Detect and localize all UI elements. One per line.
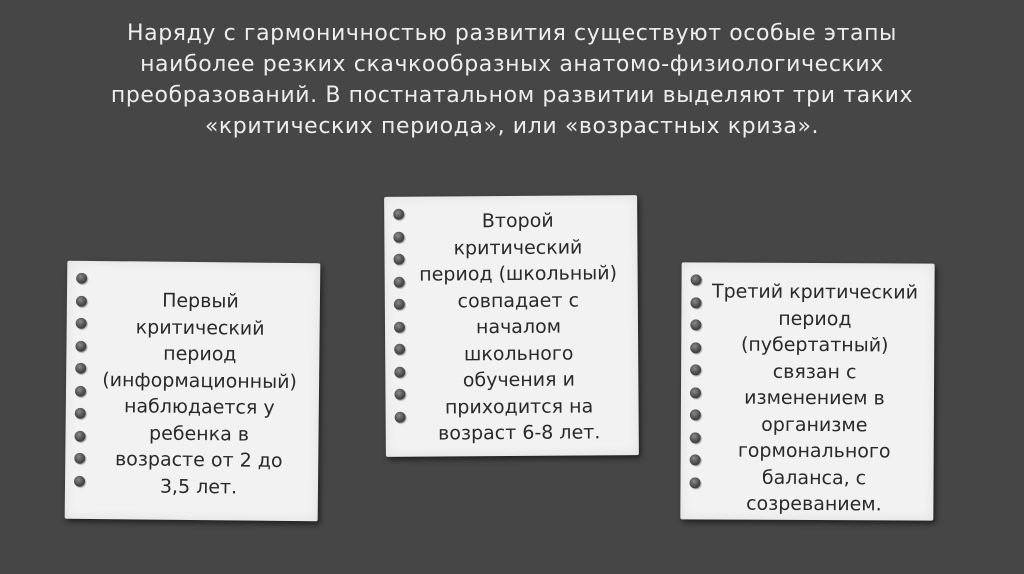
binder-hole-icon: [690, 387, 701, 398]
note-text: [89, 287, 310, 501]
binder-hole-icon: [75, 340, 86, 351]
note-card-first-period: [65, 261, 321, 522]
note-line: (информационный): [102, 368, 298, 393]
binder-hole-icon: [394, 276, 405, 287]
binder-hole-icon: [690, 364, 701, 375]
binder-hole-icon: [74, 453, 85, 464]
binder-hole-icon: [393, 254, 404, 265]
note-card-third-period: [680, 262, 934, 520]
note-text: [704, 278, 924, 518]
note-line: наблюдается у: [123, 395, 275, 419]
binder-hole-icon: [76, 295, 87, 306]
binder-hole-icon: [394, 321, 405, 332]
slide-title: [60, 18, 964, 142]
binder-hole-icon: [75, 408, 86, 419]
binder-hole-icon: [75, 385, 86, 396]
note-line: критический: [135, 315, 265, 340]
title-line: наиболее резких скачкообразных анатомо-физиологических: [140, 52, 884, 77]
binder-hole-icon: [395, 411, 406, 422]
note-line: Второй: [481, 209, 554, 233]
binder-hole-icon: [394, 366, 405, 377]
binder-hole-icon: [74, 475, 85, 486]
binder-hole-icon: [690, 432, 701, 443]
note-line: период: [163, 342, 237, 366]
note-line: организме: [761, 413, 868, 436]
note-line: ребенка в: [148, 422, 250, 446]
note-line: период: [778, 307, 852, 330]
note-line: гормонального: [737, 439, 891, 463]
binder-hole-icon: [690, 454, 701, 465]
binder-hole-icon: [690, 319, 701, 330]
note-line: изменением в: [744, 386, 885, 410]
note-line: баланса, с: [761, 466, 867, 489]
binder-hole-icon: [394, 389, 405, 400]
note-line: приходится на: [444, 394, 594, 418]
binder-hole-icon: [690, 342, 701, 353]
note-line: период (школьный): [419, 262, 618, 286]
binder-hole-icon: [394, 344, 405, 355]
note-line: критический: [453, 236, 583, 259]
binder-hole-icon: [690, 297, 701, 308]
binder-hole-icon: [394, 299, 405, 310]
binder-hole-icon: [689, 477, 700, 488]
note-card-second-period: [384, 195, 639, 457]
note-line: 3,5 лет.: [159, 475, 238, 498]
binder-hole-icon: [74, 430, 85, 441]
note-line: возраст 6-8 лет.: [438, 421, 601, 445]
note-line: школьного: [463, 342, 574, 365]
title-line: «критических периода», или «возрастных криза».: [204, 114, 820, 139]
binder-hole-icon: [393, 231, 404, 242]
note-line: началом: [475, 315, 562, 339]
note-line: Третий критический: [711, 280, 919, 304]
note-line: созреванием.: [746, 492, 882, 516]
note-text: [408, 207, 629, 447]
note-line: обучения и: [462, 368, 575, 392]
binder-hole-icon: [75, 363, 86, 374]
binder-hole-icon: [76, 318, 87, 329]
note-line: Первый: [162, 289, 239, 313]
note-line: возрасте от 2 до: [114, 448, 283, 472]
note-line: (пубертатный): [740, 333, 889, 357]
title-line: Наряду с гармоничностью развития существуют особые этапы: [126, 21, 898, 46]
title-line: преобразований. В постнатальном развитии выделяют три таких: [110, 83, 914, 108]
binder-hole-icon: [393, 209, 404, 220]
note-line: совпадает с: [457, 289, 580, 312]
note-line: связан с: [772, 360, 857, 383]
binder-hole-icon: [690, 409, 701, 420]
binder-hole-icon: [76, 273, 87, 284]
binder-hole-icon: [691, 274, 702, 285]
